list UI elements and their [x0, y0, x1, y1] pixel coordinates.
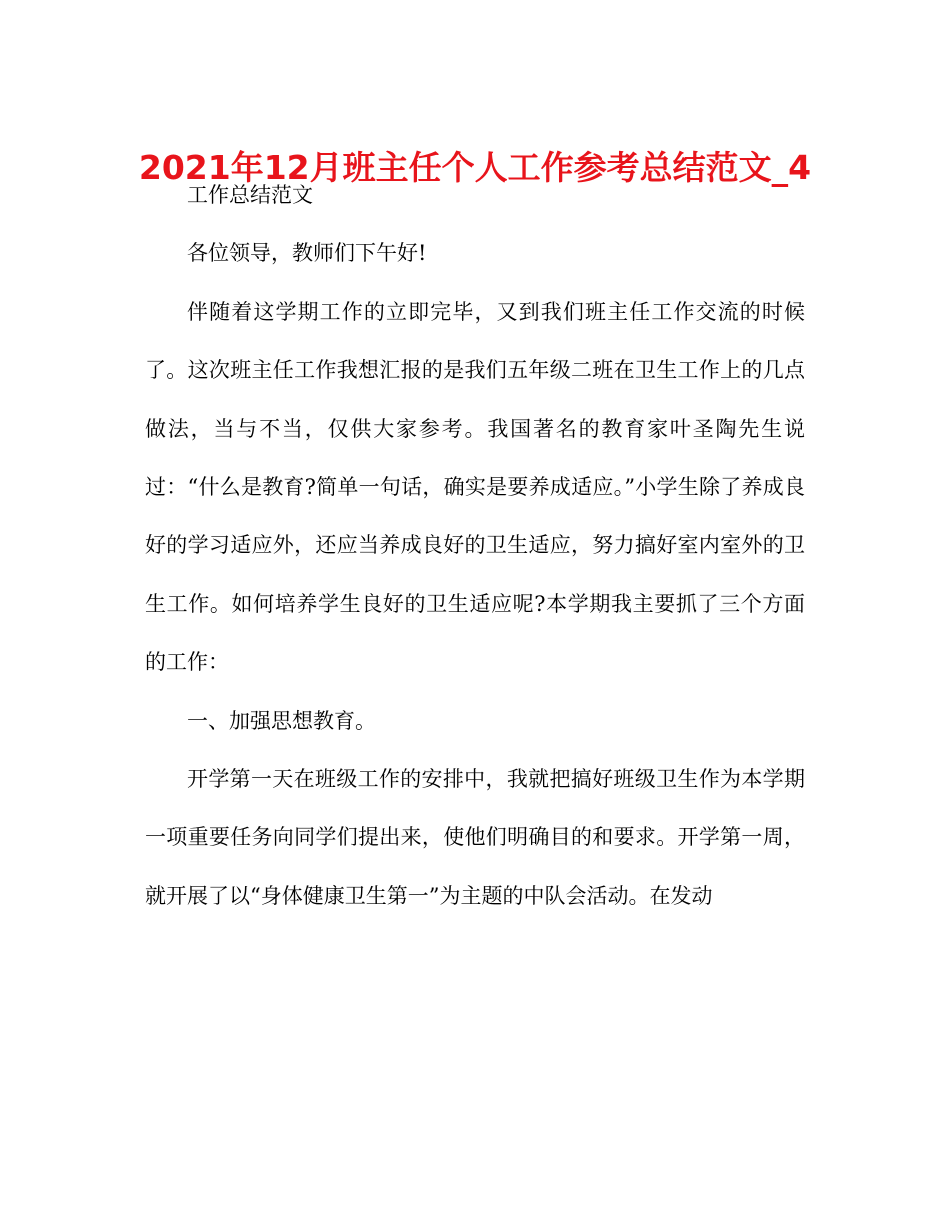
paragraph-greeting: 各位领导，教师们下午好! — [187, 241, 427, 266]
document-title: 2021年12月班主任个人工作参考总结范文_4 — [138, 148, 812, 188]
paragraph-section-body: 开学第一天在班级工作的安排中，我就把搞好班级卫生作为本学期一项重要任务向同学们提出来，使他们明确目的和要求。开学第一周，就开展了以“身体健康卫生第一”为主题的中队会活动。在发动 — [145, 767, 805, 908]
paragraph-section-heading: 一、加强思想教育。 — [187, 708, 376, 733]
paragraph-heading: 工作总结范文 — [187, 183, 313, 207]
document-body — [145, 166, 805, 925]
paragraph-intro: 伴随着这学期工作的立即完毕，又到我们班主任工作交流的时候了。这次班主任工作我想汇报的是我们五年级二班在卫生工作上的几点做法，当与不当，仅供大家参考。我国著名的教育家叶圣陶先生说过：“什么是教育?简单一句话，确实是要养成适应。”小学生除了养成良好的学习适应外，还应当养成良好的卫生适应，努力搞好室内室外的卫生工作。如何培养学生良好的卫生适应呢?本学期我主要抓了三个方面的工作： — [145, 299, 805, 675]
